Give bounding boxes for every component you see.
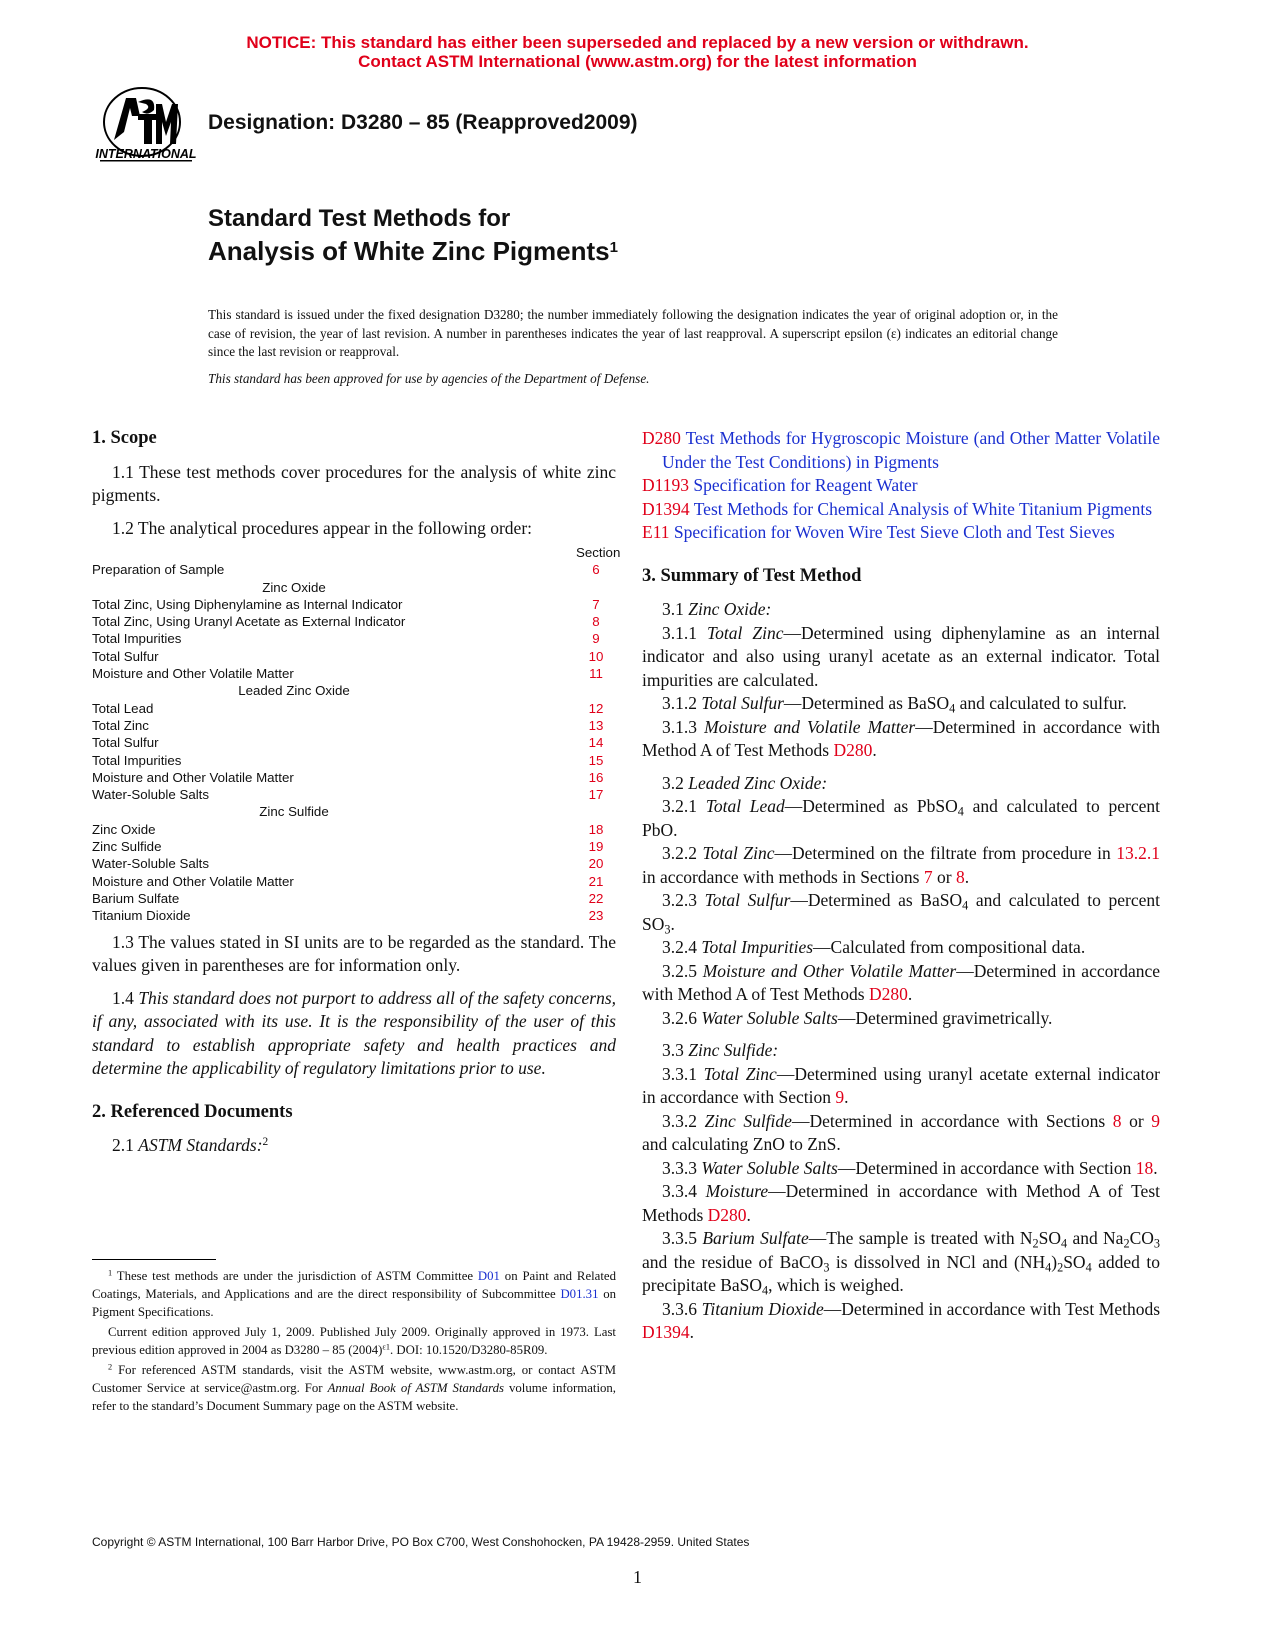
title-line-1: Standard Test Methods for xyxy=(208,205,511,232)
reference-link[interactable]: 8 xyxy=(1112,1110,1122,1131)
notice-line-2: Contact ASTM International (www.astm.org) for the latest information xyxy=(358,52,917,71)
footnote-1-edition: Current edition approved July 1, 2009. Published July 2009. Originally approved in 1973. Last previous edition approved in 2004 as D3280 – 85 $(2004)^{\varepsilon 1}$. DOI: 10.1520/D3280-85R09. xyxy=(92,1325,616,1357)
section-link[interactable]: 18 xyxy=(588,821,604,837)
paragraph-3-3-3: 3.3.3 Water Soluble Salts—Determined in accordance with Section 18. xyxy=(662,1157,1158,1178)
reference-link[interactable]: 18 xyxy=(1135,1157,1154,1178)
footnotes xyxy=(92,1267,616,1417)
withdrawal-notice xyxy=(0,33,1275,71)
section-link[interactable]: 10 xyxy=(588,648,604,664)
table-row: Total Impurities 15 xyxy=(92,752,616,769)
section-link[interactable]: 8 xyxy=(592,614,600,630)
astm-logo-icon xyxy=(92,82,200,178)
table-group-title: Zinc Oxide xyxy=(262,579,326,595)
section-link[interactable]: 13 xyxy=(588,717,604,733)
section-link[interactable]: 22 xyxy=(588,890,604,906)
section-1-heading: 1. Scope xyxy=(92,428,157,448)
left-column xyxy=(92,427,621,1158)
footnote-divider xyxy=(92,1259,216,1260)
section-link[interactable]: 6 xyxy=(592,562,600,578)
section-link[interactable]: 17 xyxy=(588,787,604,803)
table-row: Zinc Oxide 18 xyxy=(92,821,616,838)
paragraph-1-1: 1.1 These test methods cover procedures for the analysis of white zinc pigments. xyxy=(92,461,616,505)
dod-approval: This standard has been approved for use by agencies of the Department of Defense. xyxy=(208,371,650,386)
section-link[interactable]: 15 xyxy=(588,752,604,768)
page-number: 1 xyxy=(633,1567,642,1587)
committee-link[interactable]: D01 xyxy=(477,1269,500,1283)
table-row: Water-Soluble Salts 17 xyxy=(92,786,616,803)
issue-statement: This standard is issued under the fixed designation D3280; the number immediately following the designation indicates the year of original adoption or, in the case of revision, the year of last revision. A number in parentheses indicates the year of last reapproval. A superscript epsilon (ε) indicates an editorial change since the last revision or reapproval. xyxy=(208,307,1058,359)
title-footnote-mark: 1 xyxy=(609,238,618,256)
right-column xyxy=(642,427,1160,1345)
reference-link[interactable]: 13.2.1 xyxy=(1116,843,1161,863)
table-row: Total Zinc 13 xyxy=(92,717,616,734)
table-row: Moisture and Other Volatile Matter 16 xyxy=(92,769,616,786)
paragraph-3-2: 3.2 Leaded Zinc Oxide: xyxy=(662,772,828,793)
table-row: Total Sulfur 10 xyxy=(92,648,616,665)
footnote-2: $^2$ For referenced ASTM standards, visit the ASTM website, www.astm.org, or contact ASTM Customer Service at service@astm.org. For Annual Book of ASTM Standards volume information, refer to the standard’s Document Summary page on the ASTM website. xyxy=(92,1362,617,1413)
table-row: Water-Soluble Salts 20 xyxy=(92,855,616,872)
section-link[interactable]: 12 xyxy=(588,700,604,716)
paragraph-3-2-6: 3.2.6 Water Soluble Salts—Determined gravimetrically. xyxy=(662,1007,1053,1028)
paragraph-3-1-2: 3.1.2 Total Sulfur—Determined as BaSO$_4$ and calculated to sulfur. xyxy=(662,693,1127,716)
table-row: Total Sulfur 14 xyxy=(92,734,616,751)
paragraph-3-3-1: 3.3.1 Total Zinc—Determined using uranyl acetate external indicator in accordance with Section 9. xyxy=(642,1063,1160,1107)
section-link[interactable]: 23 xyxy=(588,908,604,924)
paragraph-3-2-2: 3.2.2 Total Zinc—Determined on the filtrate from procedure in 13.2.1 in accordance with methods in Sections 7 or 8. xyxy=(642,843,1161,887)
table-row: Barium Sulfate 22 xyxy=(92,890,616,907)
table-row: Preparation of Sample 6 xyxy=(92,561,616,578)
reference-item[interactable]: E11 Specification for Woven Wire Test Sieve Cloth and Test Sieves xyxy=(642,522,1115,542)
reference-item[interactable]: D1394 Test Methods for Chemical Analysis of White Titanium Pigments xyxy=(642,498,1153,519)
copyright: Copyright © ASTM International, 100 Barr Harbor Drive, PO Box C700, West Conshohocken, PA 19428-2959. United States xyxy=(92,1535,750,1549)
reference-link[interactable]: 8 xyxy=(955,866,965,887)
section-link[interactable]: 20 xyxy=(588,856,604,872)
notice-line-1: NOTICE: This standard has either been superseded and replaced by a new version or withdrawn. xyxy=(246,33,1029,52)
reference-link[interactable]: D280 xyxy=(833,740,873,760)
reference-link[interactable]: 9 xyxy=(1151,1110,1161,1131)
paragraph-3-3-5: 3.3.5 Barium Sulfate—The sample is treated with $N_2SO_4$ and $Na_2CO_3$ and the residue of BaCO$_3$ is dissolved in NCl and $(NH_4)_2SO_4$ added to precipitate BaSO$_4$, which is weighed. xyxy=(642,1228,1160,1298)
reference-link[interactable]: 9 xyxy=(835,1087,845,1107)
reference-link[interactable]: 7 xyxy=(923,866,933,887)
table-row: Total Lead 12 xyxy=(92,700,616,717)
table-row: Zinc Sulfide 19 xyxy=(92,838,616,855)
paragraph-3-3-4: 3.3.4 Moisture—Determined in accordance with Method A of Test Methods D280. xyxy=(642,1181,1160,1225)
table-row: Titanium Dioxide 23 xyxy=(92,907,616,924)
reference-item[interactable]: D280 Test Methods for Hygroscopic Moisture (and Other Matter Volatile Under the Test Conditions) in Pigments xyxy=(642,428,1160,472)
table-row: Total Zinc, Using Uranyl Acetate as External Indicator 8 xyxy=(92,613,616,630)
table-row: Moisture and Other Volatile Matter 11 xyxy=(92,665,616,682)
paragraph-3-2-3: 3.2.3 Total Sulfur—Determined as BaSO$_4$ and calculated to percent $SO_3$. xyxy=(642,890,1161,937)
reference-item[interactable]: D1193 Specification for Reagent Water xyxy=(642,475,918,495)
reference-link[interactable]: D1394 xyxy=(642,1322,690,1342)
section-link[interactable]: 11 xyxy=(589,666,603,682)
table-header-section: Section xyxy=(576,545,621,560)
reference-list xyxy=(642,427,1160,545)
paragraph-1-4: 1.4 This standard does not purport to address all of the safety concerns, if any, associated with its use. It is the responsibility of the user of this standard to establish appropriate safety and health practices and determine the applicability of regulatory limitations prior to use. xyxy=(92,987,617,1079)
section-link[interactable]: 16 xyxy=(588,769,604,785)
table-row: Total Impurities 9 xyxy=(92,630,616,647)
table-row: Moisture and Other Volatile Matter 21 xyxy=(92,873,616,890)
paragraph-3-2-5: 3.2.5 Moisture and Other Volatile Matter—Determined in accordance with Method A of Test Methods D280. xyxy=(642,960,1160,1004)
reference-link[interactable]: D280 xyxy=(707,1204,747,1225)
section-link[interactable]: 21 xyxy=(588,873,604,889)
title-line-2: Analysis of White Zinc Pigments xyxy=(208,236,610,266)
paragraph-3-2-4: 3.2.4 Total Impurities—Calculated from compositional data. xyxy=(662,937,1086,957)
paragraph-1-3: 1.3 The values stated in SI units are to be regarded as the standard. The values given in parentheses are for information only. xyxy=(92,931,616,976)
table-row: Total Zinc, Using Diphenylamine as Internal Indicator 7 xyxy=(92,596,616,613)
subcommittee-link[interactable]: D01.31 xyxy=(560,1287,599,1301)
section-2-heading: 2. Referenced Documents xyxy=(92,1101,293,1122)
table-group-title: Leaded Zinc Oxide xyxy=(238,683,350,699)
section-link[interactable]: 7 xyxy=(592,596,600,612)
section-link[interactable]: 19 xyxy=(588,839,604,855)
paragraph-3-3-2: 3.3.2 Zinc Sulfide—Determined in accordance with Sections 8 or 9 and calculating ZnO to ZnS. xyxy=(642,1110,1161,1154)
paragraph-1-2: 1.2 The analytical procedures appear in the following order: xyxy=(112,517,533,538)
designation: Designation: D3280 – 85 (Reapproved2009) xyxy=(208,111,638,134)
paragraph-3-3: 3.3 Zinc Sulfide: xyxy=(662,1040,779,1060)
section-3-heading: 3. Summary of Test Method xyxy=(642,565,862,586)
section-link[interactable]: 9 xyxy=(592,631,600,647)
procedures-table xyxy=(92,544,621,925)
paragraph-2-1: 2.1 ASTM Standards:$^2$ xyxy=(112,1135,269,1156)
paragraph-3-1-3: 3.1.3 Moisture and Volatile Matter—Determined in accordance with Method A of Test Methods D280. xyxy=(642,716,1160,760)
paragraph-3-1-1: 3.1.1 Total Zinc—Determined using diphenylamine as an internal indicator and also using uranyl acetate as an external indicator. Total impurities are calculated. xyxy=(642,622,1161,690)
section-link[interactable]: 14 xyxy=(588,735,604,751)
footnote-1: $^1$ These test methods are under the jurisdiction of ASTM Committee D01 on Paint and Related Coatings, Materials, and Applications and are the direct responsibility of Subcommittee D01.31 on Pigment Specifications. xyxy=(92,1268,617,1319)
reference-link[interactable]: D280 xyxy=(868,984,908,1004)
paragraph-3-1: 3.1 Zinc Oxide: xyxy=(662,599,772,619)
table-group-title: Zinc Sulfide xyxy=(259,804,329,820)
paragraph-3-3-6: 3.3.6 Titanium Dioxide—Determined in accordance with Test Methods D1394. xyxy=(642,1298,1161,1342)
paragraph-3-2-1: 3.2.1 Total Lead—Determined as PbSO$_4$ and calculated to percent PbO. xyxy=(642,796,1160,840)
document-title xyxy=(208,204,618,268)
logo-text: INTERNATIONAL xyxy=(95,147,197,161)
